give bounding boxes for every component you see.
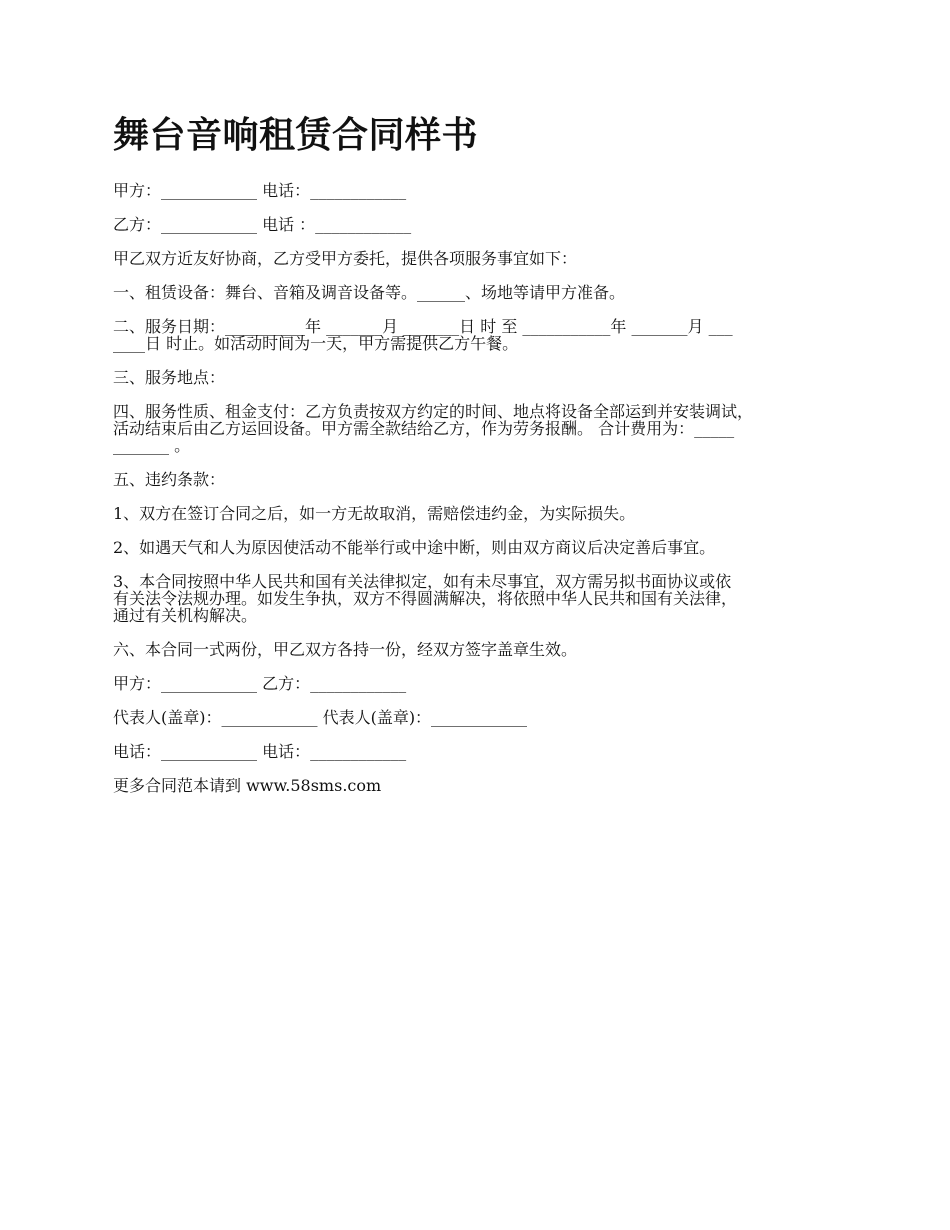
- signature-phones-line: 电话：____________ 电话：____________: [113, 742, 407, 761]
- clause-breach-heading: 五、违约条款：: [113, 470, 226, 489]
- footer-more-templates: 更多合同范本请到 www.58sms.com: [113, 776, 382, 795]
- breach-item-3: 3、本合同按照中华人民共和国有关法律拟定，如有未尽事宜，双方需另拟书面协议或依 有关法令法规办理。如发生争执，双方不得圆满解决，将依照中华人民共和国有关法律， 通过有关机构解决。: [113, 572, 738, 625]
- clause-service-location: 三、服务地点：: [113, 368, 226, 387]
- party-a-phone-line: 甲方：____________ 电话：____________: [113, 181, 407, 200]
- signature-representatives-line: 代表人(盖章)：____________ 代表人(盖章)：____________: [113, 708, 528, 727]
- clause-equipment: 一、租赁设备：舞台、音箱及调音设备等。______、场地等请甲方准备。: [113, 283, 626, 302]
- breach-item-1: 1、双方在签订合同之后，如一方无故取消，需赔偿违约金，为实际损失。: [113, 504, 636, 523]
- signature-parties-line: 甲方：____________ 乙方：____________: [113, 674, 407, 693]
- party-b-phone-line: 乙方：____________ 电话 ：____________: [113, 215, 412, 234]
- clause-payment: 四、服务性质、租金支付：乙方负责按双方约定的时间、地点将设备全部运到并安装调试， 活动结束后由乙方运回设备。甲方需全款结给乙方，作为劳务报酬。 合计费用为：_____ _______ 。: [113, 402, 754, 455]
- document-title: 舞台音响租赁合同样书: [113, 114, 479, 156]
- breach-item-2: 2、如遇天气和人为原因使活动不能举行或中途中断，则由双方商议后决定善后事宜。: [113, 538, 716, 557]
- clause-service-date: 二、服务日期：__________年 _______月 _______日 时 至 ___________年 _______月 ___ ____日 时止。如活动时间为一天，甲方需提供乙方午餐。: [113, 317, 733, 353]
- contract-document: [113, 110, 858, 811]
- intro-paragraph: 甲乙双方近友好协商，乙方受甲方委托，提供各项服务事宜如下：: [113, 249, 578, 268]
- clause-copies: 六、本合同一式两份，甲乙双方各持一份，经双方签字盖章生效。: [113, 640, 578, 659]
